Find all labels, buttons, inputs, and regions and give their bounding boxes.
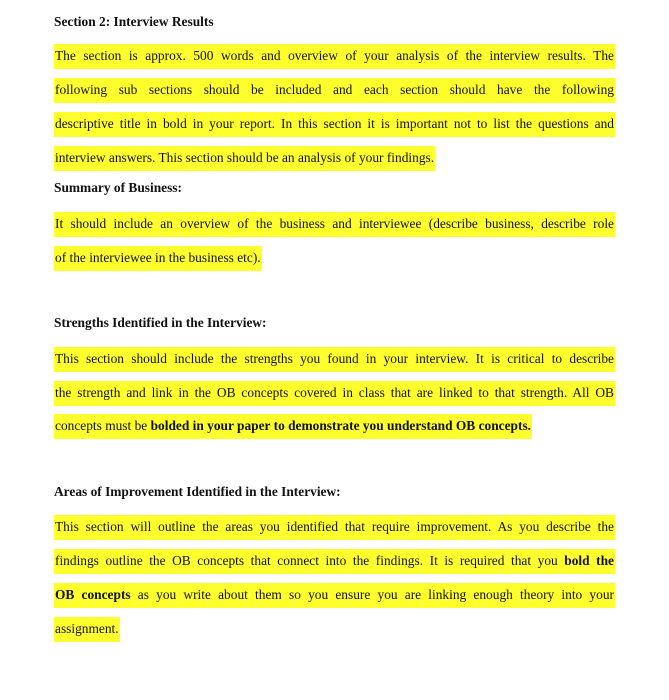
improvement-line-3 <box>54 583 615 608</box>
strengths-line-3-wrap <box>54 414 532 439</box>
improvement-line-1: This section will outline the areas you identified that require improvement. As you describe the <box>54 515 615 540</box>
intro-line-2: following sub sections should be included and each section should have the following <box>54 78 615 103</box>
improvement-line-4-wrap <box>54 617 120 642</box>
improvement-line-2 <box>54 549 615 574</box>
intro-line-1: The section is approx. 500 words and overview of your analysis of the interview results. The <box>54 44 615 69</box>
improvement-line-4: assignment. <box>54 617 120 642</box>
intro-line-3: descriptive title in bold in your report. In this section it is important not to list the questions and <box>54 112 615 137</box>
strengths-title: Strengths Identified in the Interview: <box>54 315 267 330</box>
summary-line-2-wrap <box>54 246 262 271</box>
improvement-line-2-bold: bold the <box>564 553 614 568</box>
strengths-line-1: This section should include the strengths you found in your interview. It is critical to describe <box>54 347 615 372</box>
strengths-line-2: the strength and link in the OB concepts covered in class that are linked to that strength. All OB <box>54 381 615 406</box>
intro-line-4-wrap <box>54 146 435 171</box>
section-title: Section 2: Interview Results <box>54 14 214 29</box>
strengths-line-3-normal: concepts must be <box>55 418 151 433</box>
improvement-line-3-bold: OB concepts <box>55 587 131 602</box>
summary-title: Summary of Business: <box>54 180 182 195</box>
improvement-line-3-normal: as you write about them so you ensure you are linking enough theory into your <box>130 587 614 602</box>
summary-line-1: It should include an overview of the business and interviewee (describe business, describe role <box>54 212 615 237</box>
strengths-line-3-bold: bolded in your paper to demonstrate you understand OB concepts. <box>150 418 532 433</box>
summary-line-2: of the interviewee in the business etc). <box>54 246 262 271</box>
strengths-line-3 <box>54 414 532 439</box>
improvement-title: Areas of Improvement Identified in the Interview: <box>54 484 341 499</box>
intro-line-4: interview answers. This section should be an analysis of your findings. <box>54 146 435 171</box>
improvement-line-2-normal: findings outline the OB concepts that connect into the findings. It is required that you <box>55 553 565 568</box>
